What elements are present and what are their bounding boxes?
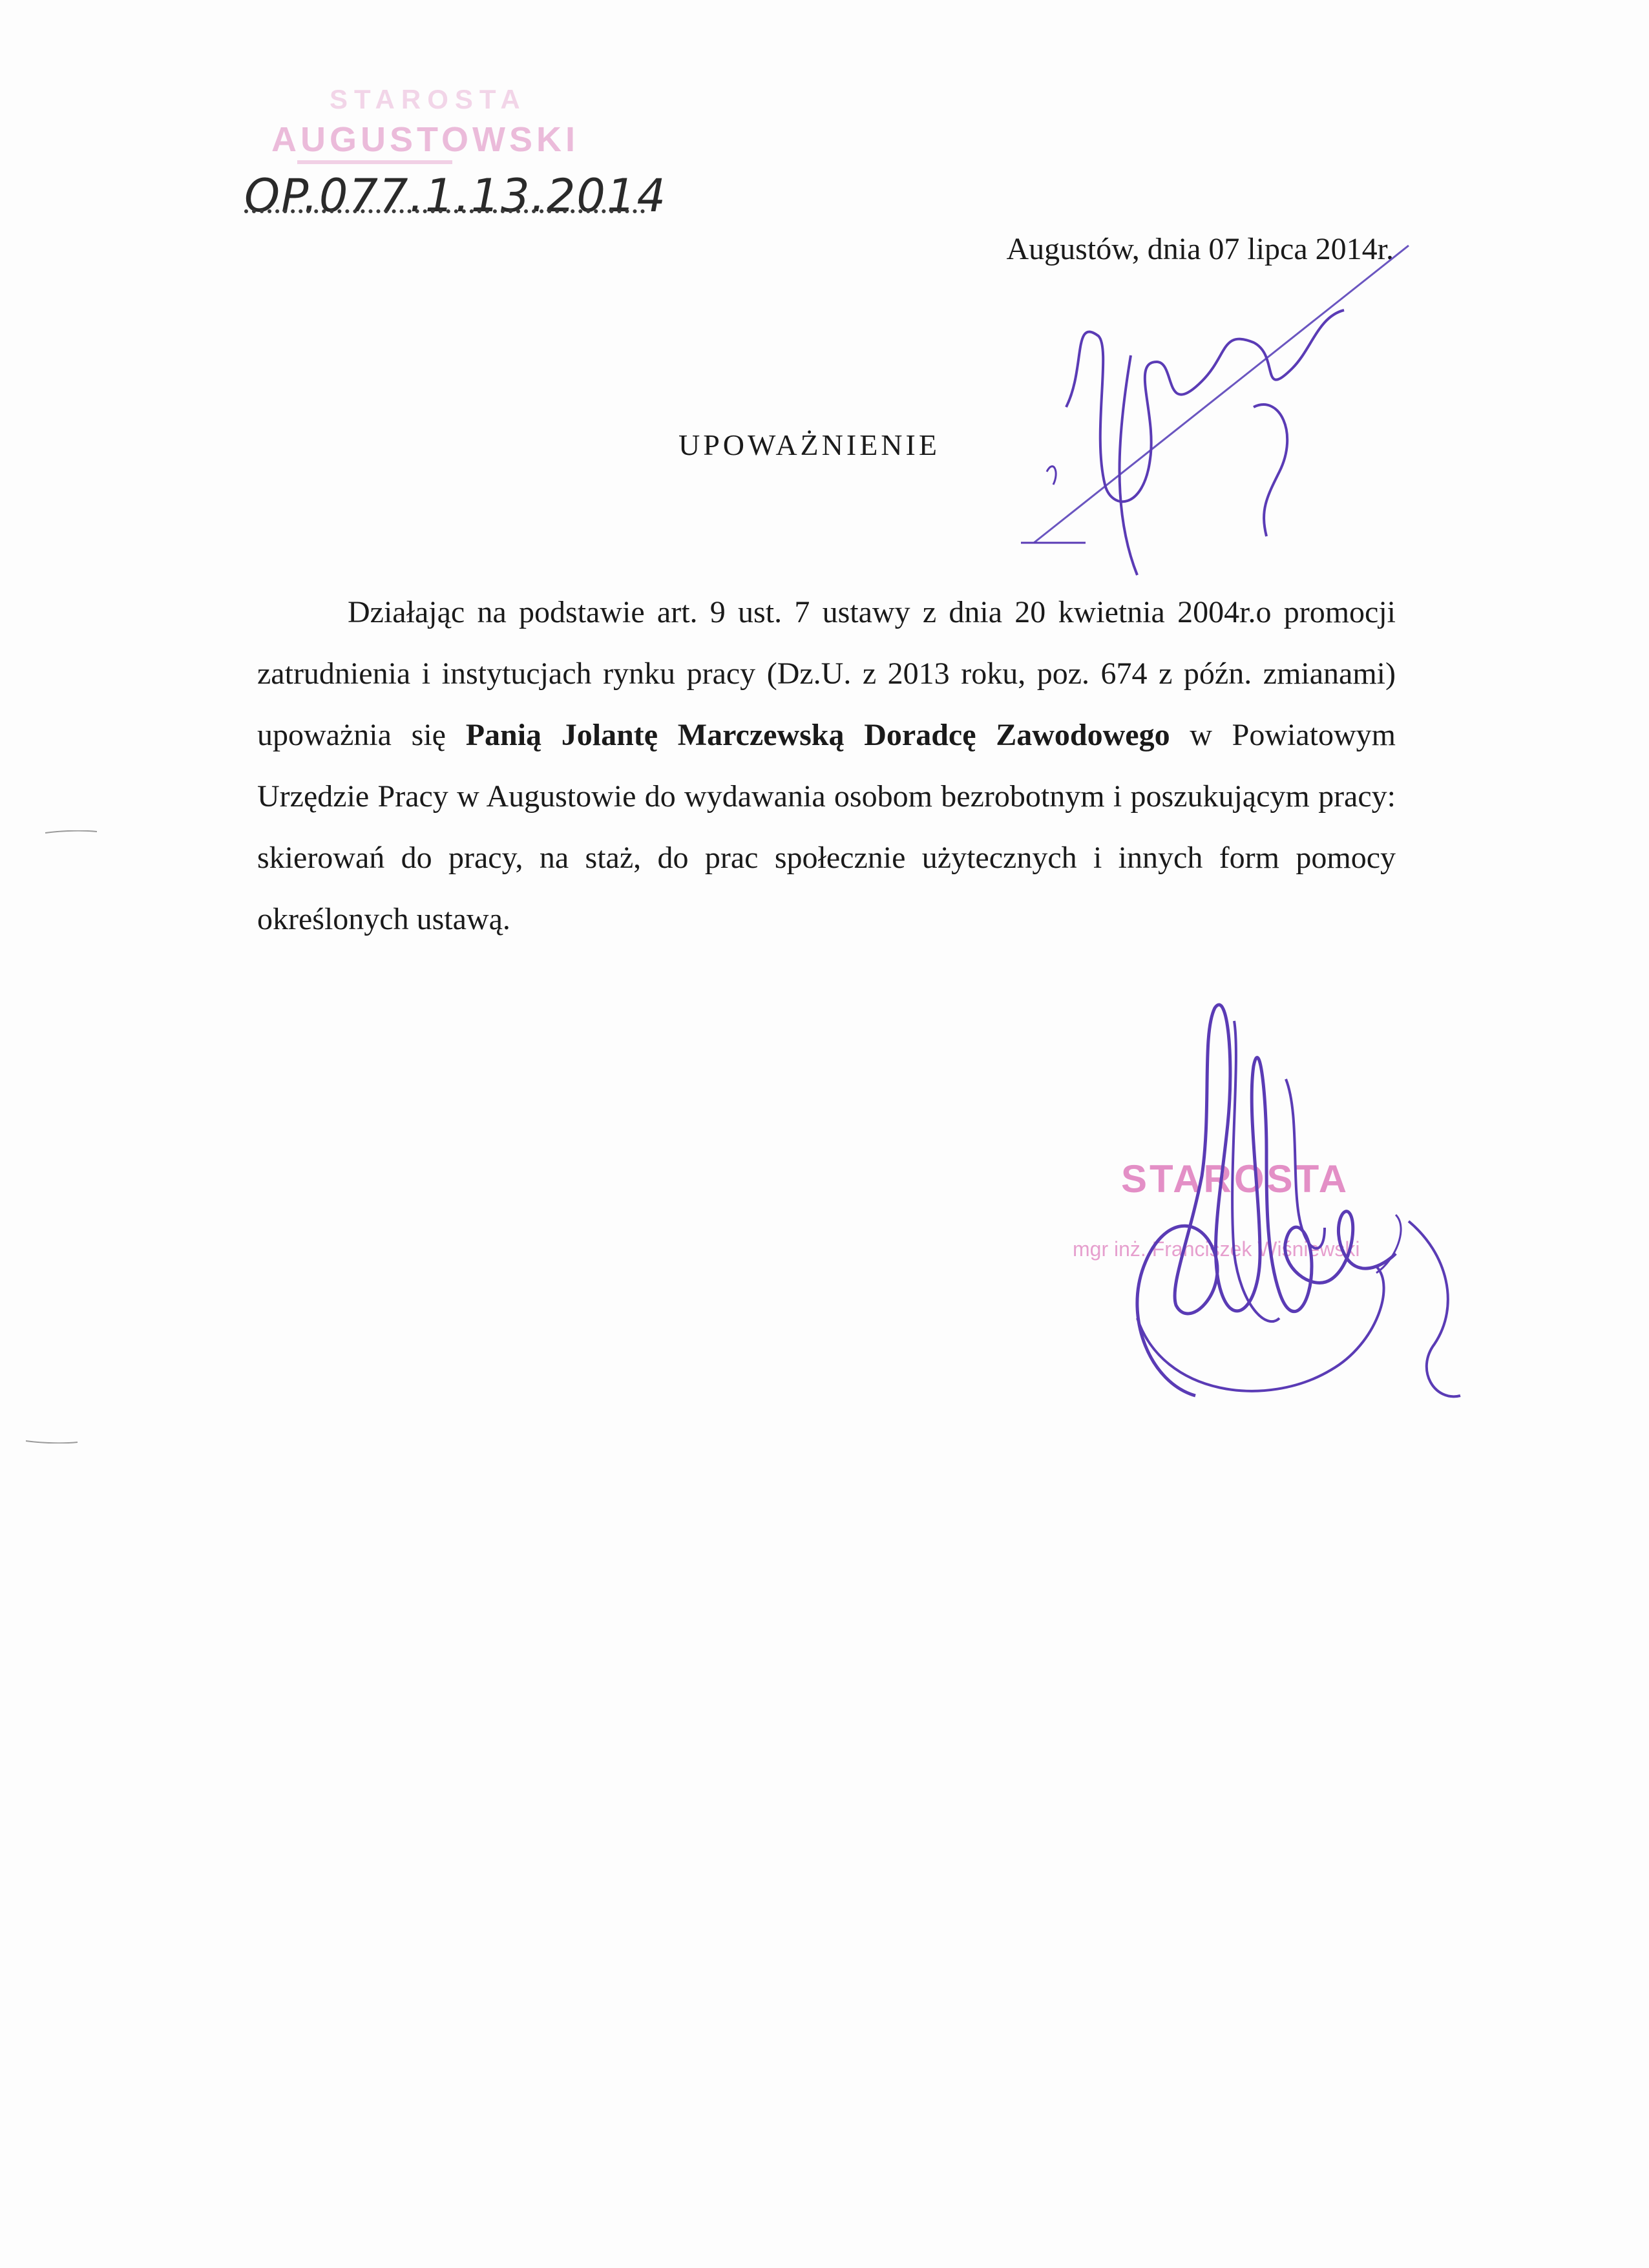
document-title: UPOWAŻNIENIE [678,428,940,461]
stamp-rule [297,160,452,164]
stamp-line-2: AUGUSTOWSKI [271,120,580,159]
starosta-stamp-title: STAROSTA [1121,1157,1350,1201]
body-paragraph [257,582,1396,950]
office-stamp-header [271,84,607,168]
starosta-stamp-name: mgr inż. Franciszek Wiśniewski [1073,1237,1360,1261]
reference-number [244,169,667,227]
received-signature-mark [1008,239,1460,601]
authorized-person-name: Panią Jolantę Marczewską [465,718,845,752]
body-text-part-3: w Powiatowym Urzędzie Pracy w Augustowie do wydawania osobom bezrobotnym i poszukującym pracy: skierowań do pracy, na staż, do prac społecznie użytecznych i innych form pomocy określonych ustawą. [257,718,1396,936]
body-text-part-1: Działając na podstawie art. 9 ust. 7 ustawy z dnia 20 kwietnia 2004r.o promocji zatrudnienia i instytucjach rynku pracy (Dz.U. z 2013 roku, poz. 674 z późn. zmianami) upoważnia się [257,595,1396,752]
date-line: Augustów, dnia 07 lipca 2014r. [1006,232,1394,266]
reference-dotted-line [244,209,645,213]
authorized-person-position: Doradcę Zawodowego [864,718,1170,752]
margin-mark-2 [26,1440,78,1444]
margin-mark-1 [45,830,97,834]
reference-number-text: OP.077.1.13.2014 [244,169,667,222]
stamp-line-1: STAROSTA [330,84,527,114]
body-text-part-2 [845,718,865,752]
starosta-signature [1073,982,1486,1422]
